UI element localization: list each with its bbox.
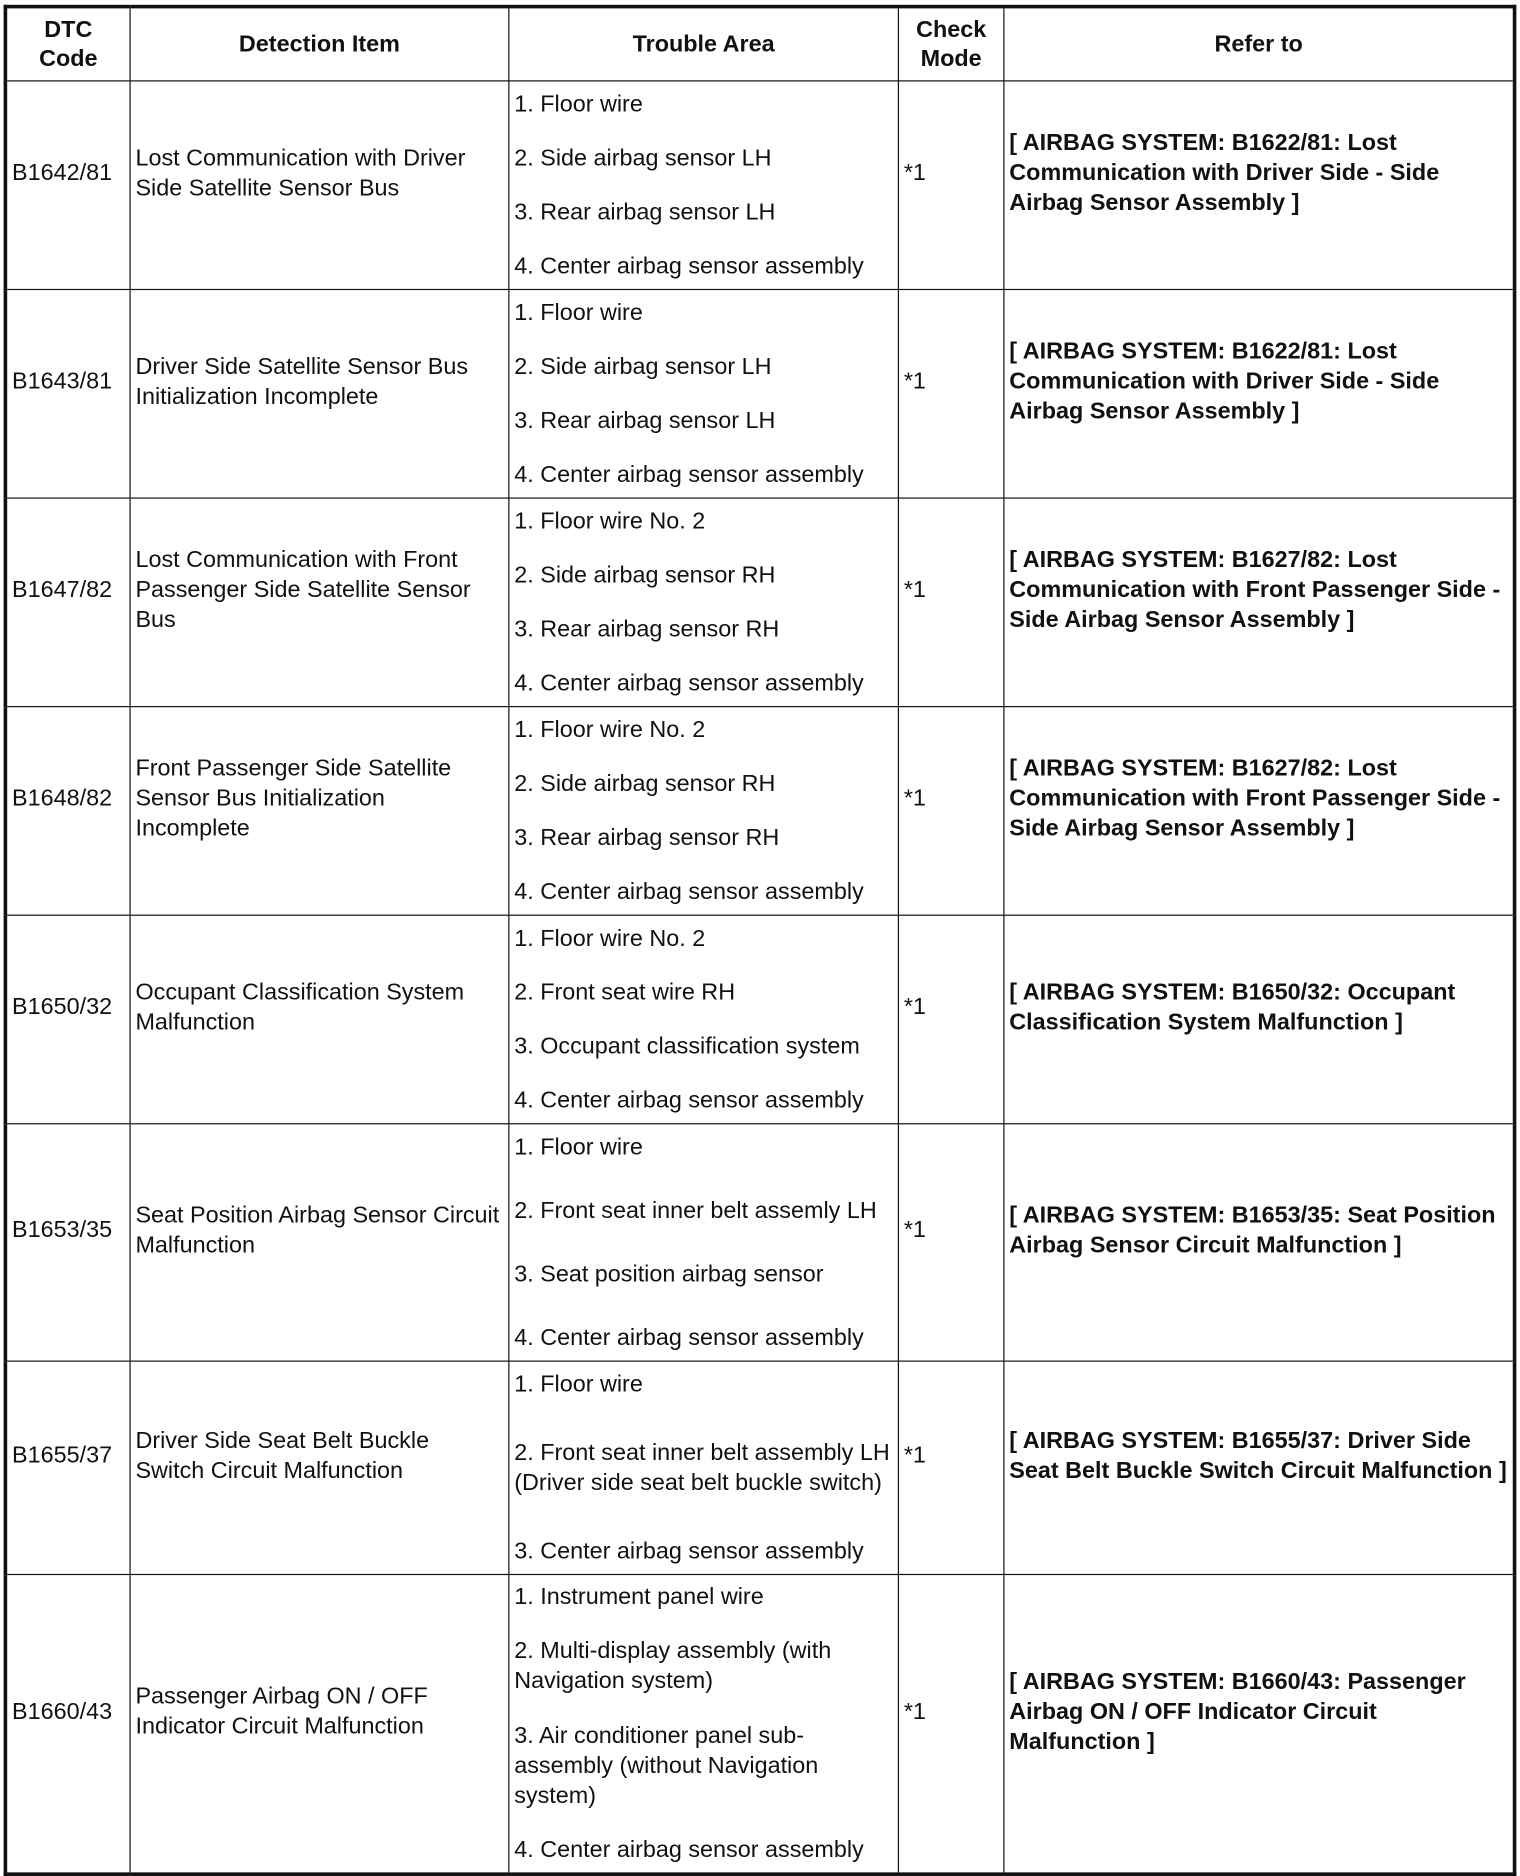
check-mode-cell-text: *1 xyxy=(903,1697,926,1725)
trouble-area-cell xyxy=(509,1361,899,1574)
check-mode-cell xyxy=(898,915,1003,1124)
dtc-code-cell xyxy=(5,1361,130,1574)
trouble-area-item: 4. Center airbag sensor assembly xyxy=(514,669,864,696)
refer-to-link-text: [ AIRBAG SYSTEM: B1622/81: Lost Communication with Driver Side - Side Airbag Sensor Assembly ] xyxy=(1009,338,1440,425)
trouble-area-list xyxy=(514,1582,893,1865)
trouble-area-item: 2. Side airbag sensor RH xyxy=(514,770,776,797)
check-mode-cell xyxy=(898,498,1003,707)
check-mode-cell xyxy=(898,1574,1003,1874)
dtc-code-cell-text: B1650/32 xyxy=(11,993,113,1021)
trouble-area-item: 1. Floor wire No. 2 xyxy=(514,924,706,952)
trouble-area-list xyxy=(514,1370,893,1567)
detection-item-cell-text: Passenger Airbag ON / OFF Indicator Circuit Malfunction xyxy=(135,1682,428,1740)
trouble-area-list xyxy=(514,506,893,698)
dtc-table xyxy=(4,5,1517,1876)
table-row xyxy=(5,1574,1514,1874)
trouble-area-item: 2. Side airbag sensor RH xyxy=(514,561,776,588)
refer-to-link xyxy=(1004,1124,1515,1361)
dtc-code-cell xyxy=(5,915,130,1124)
table-row xyxy=(5,289,1514,498)
table-row xyxy=(5,915,1514,1124)
refer-to-link xyxy=(1004,1361,1515,1574)
trouble-area-item: 2. Multi-display assembly (with Navigation system) xyxy=(514,1637,832,1695)
check-mode-cell xyxy=(898,707,1003,916)
dtc-code-cell-text: B1647/82 xyxy=(11,576,113,603)
detection-item-cell-text: Front Passenger Side Satellite Sensor Bus Initialization Incomplete xyxy=(135,755,452,842)
detection-item-cell-text: Lost Communication with Driver Side Satellite Sensor Bus xyxy=(135,144,466,201)
detection-item-cell-text: Lost Communication with Front Passenger Side Satellite Sensor Bus xyxy=(135,546,471,633)
trouble-area-item: 2. Side airbag sensor LH xyxy=(514,353,772,380)
check-mode-cell xyxy=(898,289,1003,498)
detection-item-cell xyxy=(130,1124,509,1361)
refer-to-link xyxy=(1004,915,1515,1124)
trouble-area-item: 4. Center airbag sensor assembly xyxy=(514,1086,864,1113)
header-row xyxy=(5,7,1514,81)
table-row xyxy=(5,707,1514,916)
detection-item-cell xyxy=(130,915,509,1124)
header-detection-item: Detection Item xyxy=(130,7,509,81)
refer-to-link-text: [ AIRBAG SYSTEM: B1660/43: Passenger Airbag ON / OFF Indicator Circuit Malfunction ] xyxy=(1009,1667,1466,1755)
trouble-area-item: 1. Floor wire xyxy=(514,1133,643,1160)
trouble-area-item: 4. Center airbag sensor assembly xyxy=(514,252,864,279)
check-mode-cell-text: *1 xyxy=(903,993,926,1021)
detection-item-cell-text: Occupant Classification System Malfunction xyxy=(135,978,465,1036)
check-mode-cell xyxy=(898,1361,1003,1574)
dtc-code-cell-text: B1648/82 xyxy=(11,785,113,812)
table-body xyxy=(5,81,1514,1874)
trouble-area-list xyxy=(514,1132,893,1353)
check-mode-cell-text: *1 xyxy=(903,159,926,186)
trouble-area-cell xyxy=(509,1574,899,1874)
trouble-area-list xyxy=(514,89,893,281)
check-mode-cell-text: *1 xyxy=(903,1216,926,1244)
trouble-area-item: 4. Center airbag sensor assembly xyxy=(514,460,864,488)
trouble-area-item: 3. Air conditioner panel sub-assembly (without Navigation system) xyxy=(514,1722,819,1809)
detection-item-cell xyxy=(130,81,509,290)
detection-item-cell xyxy=(130,289,509,498)
refer-to-link xyxy=(1004,498,1515,707)
detection-item-cell xyxy=(130,707,509,916)
trouble-area-item: 4. Center airbag sensor assembly xyxy=(514,1836,864,1863)
detection-item-cell-text: Driver Side Satellite Sensor Bus Initialization Incomplete xyxy=(135,353,469,410)
check-mode-cell xyxy=(898,1124,1003,1361)
dtc-code-cell-text: B1660/43 xyxy=(11,1697,113,1725)
trouble-area-cell xyxy=(509,915,899,1124)
dtc-code-cell-text: B1655/37 xyxy=(11,1442,113,1469)
trouble-area-item: 3. Rear airbag sensor RH xyxy=(514,824,780,851)
trouble-area-item: 3. Occupant classification system xyxy=(514,1032,860,1060)
refer-to-link-text: [ AIRBAG SYSTEM: B1653/35: Seat Position Airbag Sensor Circuit Malfunction ] xyxy=(1009,1201,1496,1259)
header-check-mode: Check Mode xyxy=(898,7,1003,81)
header-trouble-area: Trouble Area xyxy=(509,7,899,81)
check-mode-cell-text: *1 xyxy=(903,368,926,395)
dtc-code-cell xyxy=(5,1574,130,1874)
check-mode-cell-text: *1 xyxy=(903,785,926,812)
trouble-area-item: 3. Rear airbag sensor RH xyxy=(514,615,780,642)
dtc-code-cell xyxy=(5,81,130,290)
trouble-area-item: 1. Floor wire xyxy=(514,90,643,117)
trouble-area-cell xyxy=(509,289,899,498)
refer-to-link xyxy=(1004,81,1515,290)
dtc-code-cell-text: B1643/81 xyxy=(11,368,113,395)
trouble-area-cell xyxy=(509,81,899,290)
table-row xyxy=(5,81,1514,290)
trouble-area-item: 2. Front seat wire RH xyxy=(514,978,736,1006)
trouble-area-cell xyxy=(509,1124,899,1361)
dtc-code-cell-text: B1653/35 xyxy=(11,1216,113,1244)
dtc-code-cell xyxy=(5,498,130,707)
trouble-area-item: 2. Front seat inner belt assembly LH (Driver side seat belt buckle switch) xyxy=(514,1439,890,1496)
dtc-code-cell xyxy=(5,1124,130,1361)
detection-item-cell-text: Seat Position Airbag Sensor Circuit Malfunction xyxy=(135,1201,500,1259)
detection-item-cell xyxy=(130,1361,509,1574)
trouble-area-item: 3. Center airbag sensor assembly xyxy=(514,1537,864,1564)
detection-item-cell xyxy=(130,1574,509,1874)
trouble-area-list xyxy=(514,298,893,490)
dtc-code-cell xyxy=(5,289,130,498)
trouble-area-item: 3. Seat position airbag sensor xyxy=(514,1260,824,1287)
check-mode-cell xyxy=(898,81,1003,290)
table-row xyxy=(5,1124,1514,1361)
check-mode-cell-text: *1 xyxy=(903,576,926,603)
trouble-area-item: 2. Front seat inner belt assemly LH xyxy=(514,1196,877,1224)
refer-to-link-text: [ AIRBAG SYSTEM: B1655/37: Driver Side Seat Belt Buckle Switch Circuit Malfunction ] xyxy=(1009,1427,1507,1484)
refer-to-link-text: [ AIRBAG SYSTEM: B1627/82: Lost Communication with Front Passenger Side - Side Airbag Sensor Assembly ] xyxy=(1009,755,1501,842)
trouble-area-list xyxy=(514,715,893,907)
trouble-area-item: 3. Rear airbag sensor LH xyxy=(514,406,776,434)
refer-to-link xyxy=(1004,707,1515,916)
table-row xyxy=(5,1361,1514,1574)
trouble-area-item: 4. Center airbag sensor assembly xyxy=(514,878,864,905)
table-row xyxy=(5,498,1514,707)
refer-to-link-text: [ AIRBAG SYSTEM: B1627/82: Lost Communication with Front Passenger Side - Side Airbag Sensor Assembly ] xyxy=(1009,546,1501,633)
trouble-area-list xyxy=(514,924,893,1116)
refer-to-link-text: [ AIRBAG SYSTEM: B1650/32: Occupant Classification System Malfunction ] xyxy=(1009,978,1456,1036)
trouble-area-item: 4. Center airbag sensor assembly xyxy=(514,1323,864,1351)
dtc-code-cell-text: B1642/81 xyxy=(11,159,113,186)
refer-to-link xyxy=(1004,1574,1515,1874)
header-refer-to: Refer to xyxy=(1004,7,1515,81)
refer-to-link xyxy=(1004,289,1515,498)
trouble-area-cell xyxy=(509,498,899,707)
trouble-area-item: 1. Floor wire No. 2 xyxy=(514,507,706,535)
trouble-area-item: 1. Instrument panel wire xyxy=(514,1583,764,1610)
detection-item-cell-text: Driver Side Seat Belt Buckle Switch Circuit Malfunction xyxy=(135,1427,430,1484)
header-dtc-code: DTC Code xyxy=(5,7,130,81)
detection-item-cell xyxy=(130,498,509,707)
check-mode-cell-text: *1 xyxy=(903,1442,926,1469)
refer-to-link-text: [ AIRBAG SYSTEM: B1622/81: Lost Communication with Driver Side - Side Airbag Sensor Assembly ] xyxy=(1009,129,1440,216)
trouble-area-cell xyxy=(509,707,899,916)
trouble-area-item: 2. Side airbag sensor LH xyxy=(514,144,772,171)
dtc-code-cell xyxy=(5,707,130,916)
trouble-area-item: 1. Floor wire No. 2 xyxy=(514,716,706,743)
trouble-area-item: 1. Floor wire xyxy=(514,1370,643,1398)
trouble-area-item: 3. Rear airbag sensor LH xyxy=(514,198,776,225)
trouble-area-item: 1. Floor wire xyxy=(514,299,643,326)
